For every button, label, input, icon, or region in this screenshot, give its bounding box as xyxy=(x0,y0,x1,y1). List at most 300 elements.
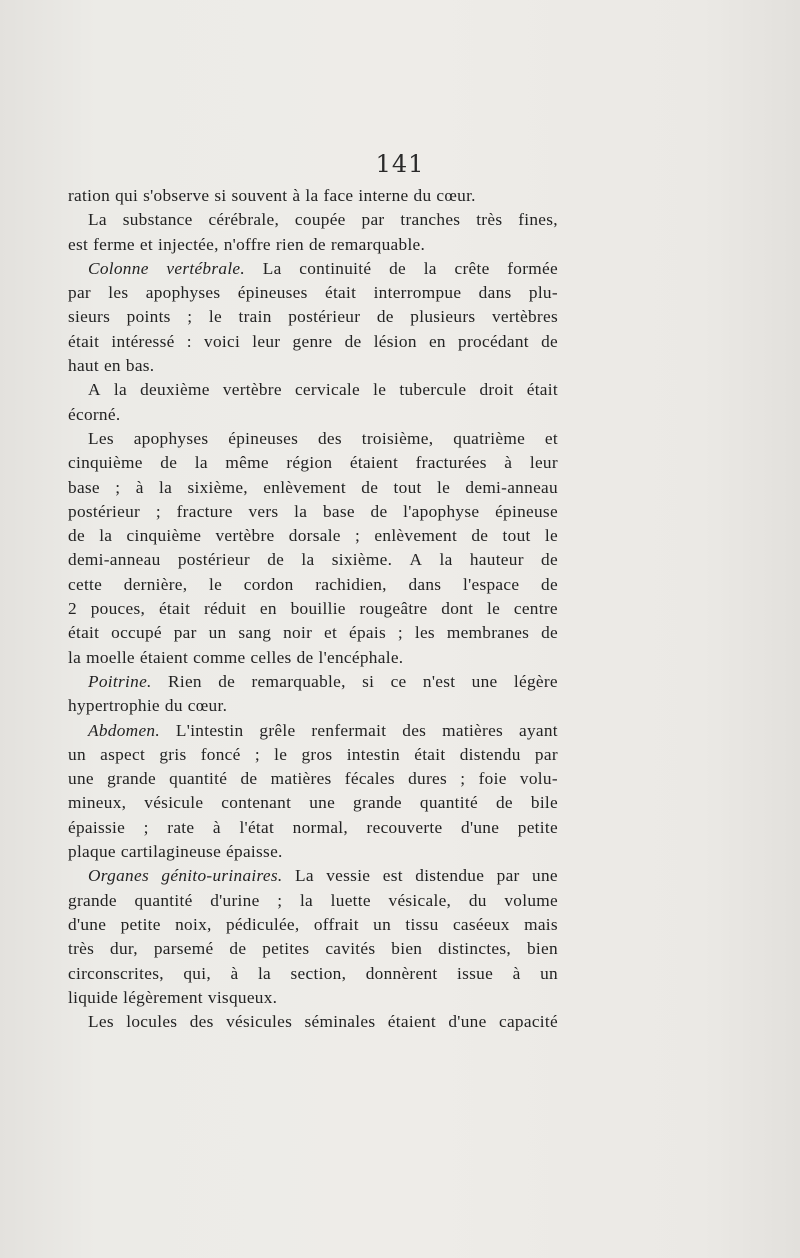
word: dernière, xyxy=(123,574,188,594)
word: de xyxy=(229,939,247,959)
word: deuxième xyxy=(140,380,210,400)
word: des xyxy=(189,1012,214,1032)
word: de xyxy=(541,623,558,643)
word: bouillie xyxy=(290,599,346,619)
word: une xyxy=(68,769,94,789)
word: légère xyxy=(513,671,558,691)
text-line xyxy=(68,816,558,840)
word: noix, xyxy=(175,914,212,934)
text-line xyxy=(68,354,558,378)
word: quatrième xyxy=(453,428,526,448)
text-line xyxy=(68,913,558,937)
word: ce xyxy=(390,671,407,691)
text-line xyxy=(68,840,558,864)
word: était xyxy=(68,623,100,643)
text-line xyxy=(68,257,558,281)
word: apophyses xyxy=(133,428,209,448)
word: étaient xyxy=(349,453,399,473)
word: rate xyxy=(167,817,195,837)
word: une xyxy=(471,671,498,691)
word: intestin xyxy=(346,744,400,764)
word: enlèvement xyxy=(374,526,458,546)
word: la xyxy=(257,963,272,983)
text-line xyxy=(68,646,558,670)
word: sieurs xyxy=(68,307,111,327)
word: du xyxy=(468,890,487,910)
word: en xyxy=(428,331,446,351)
word: postérieur xyxy=(177,550,250,570)
word: vésicules xyxy=(226,1012,293,1032)
text-line xyxy=(68,476,558,500)
word: occupé xyxy=(111,623,162,643)
word: à xyxy=(212,817,221,837)
word: le xyxy=(208,307,222,327)
word: points xyxy=(126,307,171,327)
word: cœur. xyxy=(436,186,476,205)
text-line xyxy=(68,233,558,257)
word: ; xyxy=(115,477,121,497)
text-line xyxy=(68,208,558,232)
word: région xyxy=(286,453,333,473)
text-line xyxy=(68,986,558,1010)
word: ; xyxy=(187,307,193,327)
word: ; xyxy=(397,623,403,643)
word: bien xyxy=(526,939,558,959)
word: liquide xyxy=(68,987,119,1007)
word: à xyxy=(504,453,513,473)
text-line xyxy=(68,962,558,986)
word: interne xyxy=(358,186,409,205)
word: réduit xyxy=(203,599,247,619)
word: interrompue xyxy=(373,283,462,303)
word: était xyxy=(68,331,100,351)
text-line xyxy=(68,330,558,354)
italic-word: Organes xyxy=(88,866,149,886)
word: un xyxy=(540,963,558,983)
word: leur xyxy=(252,331,281,351)
word: du xyxy=(164,696,183,716)
word: luette xyxy=(330,890,371,910)
word: une xyxy=(532,866,558,886)
word: vertèbre xyxy=(215,526,275,546)
word: la xyxy=(305,186,319,205)
word: tissu xyxy=(405,914,439,934)
word: issue xyxy=(457,963,494,983)
word: base xyxy=(322,501,355,521)
word: substance xyxy=(122,210,193,230)
text-line xyxy=(68,937,558,961)
word: cartilagineuse xyxy=(120,842,222,862)
text-line xyxy=(68,378,558,402)
word: des xyxy=(402,720,427,740)
word: à xyxy=(135,477,144,497)
word: rien xyxy=(275,234,304,254)
word: La xyxy=(88,210,107,230)
word: genre xyxy=(292,331,333,351)
word: postérieur xyxy=(68,501,141,521)
word: l'état xyxy=(239,817,275,837)
word: rougeâtre xyxy=(359,599,428,619)
word: dans xyxy=(408,574,442,594)
word: de xyxy=(495,793,513,813)
word: le xyxy=(209,574,223,594)
text-line xyxy=(68,767,558,791)
word: fines, xyxy=(518,210,558,230)
word: si xyxy=(214,186,227,205)
text-line xyxy=(68,791,558,815)
word: dures xyxy=(408,769,448,789)
word: volu- xyxy=(519,769,558,789)
text-line xyxy=(68,719,558,743)
word: vers xyxy=(248,501,279,521)
text-line xyxy=(68,403,558,427)
word: dorsale xyxy=(288,526,341,546)
word: sang xyxy=(238,623,272,643)
word: très xyxy=(476,210,503,230)
word: en xyxy=(103,356,121,376)
word: à xyxy=(292,186,301,205)
word: postérieur xyxy=(288,307,361,327)
italic-word: vertébrale. xyxy=(166,258,246,278)
word: le xyxy=(487,599,501,619)
word: centre xyxy=(513,599,558,619)
word: la xyxy=(301,550,315,570)
word: ; xyxy=(143,817,149,837)
word: étaient xyxy=(139,647,189,667)
word: foie xyxy=(478,769,507,789)
text-line xyxy=(68,500,558,524)
word: épineuse xyxy=(495,501,558,521)
word: de xyxy=(218,671,236,691)
word: une xyxy=(309,793,336,813)
word: sixième. xyxy=(331,550,393,570)
text-line xyxy=(68,548,558,572)
word: intéressé xyxy=(111,331,175,351)
word: L'intestin xyxy=(175,720,244,740)
word: A xyxy=(88,380,101,400)
word: 2 xyxy=(68,599,77,619)
word: fracturées xyxy=(415,453,487,473)
word: légèrement xyxy=(123,987,203,1007)
word: de xyxy=(240,769,258,789)
word: locules xyxy=(126,1012,178,1032)
word: Rien xyxy=(168,671,202,691)
word: si xyxy=(362,671,375,691)
word: le xyxy=(436,477,451,497)
word: distendu xyxy=(459,744,521,764)
word: très xyxy=(68,939,95,959)
word: procédant xyxy=(458,331,529,351)
word: crête xyxy=(454,258,490,278)
word: la xyxy=(423,258,437,278)
word: celles xyxy=(250,647,292,667)
word: grêle xyxy=(259,720,296,740)
word: distinctes, xyxy=(438,939,512,959)
word: leur xyxy=(529,453,558,473)
word: d'urine xyxy=(210,890,260,910)
word: cœur. xyxy=(187,696,228,716)
word: l'espace xyxy=(462,574,520,594)
word: hypertrophie xyxy=(68,696,160,716)
word: vertèbre xyxy=(222,380,282,400)
word: par xyxy=(496,866,520,886)
word: quantité xyxy=(419,793,478,813)
word: l'encéphale. xyxy=(318,647,404,667)
word: foncé xyxy=(200,744,241,764)
word: dans xyxy=(478,283,512,303)
word: d'une xyxy=(68,914,107,934)
word: étaient xyxy=(387,1012,436,1032)
word: dur, xyxy=(110,939,138,959)
word: la xyxy=(294,501,308,521)
word: plu- xyxy=(528,283,558,303)
word: gros xyxy=(301,744,333,764)
word: rachidien, xyxy=(315,574,387,594)
word: était xyxy=(414,744,446,764)
word: dont xyxy=(441,599,474,619)
word: de xyxy=(541,331,558,351)
word: quantité xyxy=(169,769,228,789)
word: un xyxy=(68,744,86,764)
word: plaque xyxy=(68,842,116,862)
word: de xyxy=(344,331,362,351)
word: n'est xyxy=(422,671,456,691)
word: un xyxy=(373,914,392,934)
word: vessie xyxy=(326,866,371,886)
word: tranches xyxy=(400,210,461,230)
word: : xyxy=(186,331,192,351)
word: Les xyxy=(88,428,114,448)
word: grande xyxy=(353,793,402,813)
word: contenant xyxy=(221,793,292,813)
word: visqueux. xyxy=(207,987,278,1007)
text-line xyxy=(68,597,558,621)
word: mineux, xyxy=(68,793,127,813)
word: la xyxy=(194,453,208,473)
word: de xyxy=(68,526,85,546)
word: A xyxy=(409,550,423,570)
word: le xyxy=(544,526,558,546)
word: ration xyxy=(68,186,111,205)
page-number: 141 xyxy=(375,150,425,178)
word: de xyxy=(471,526,489,546)
word: sixième, xyxy=(187,477,248,497)
text-line xyxy=(68,451,558,475)
word: était xyxy=(526,380,558,400)
word: l'apophyse xyxy=(403,501,480,521)
word: vésicale, xyxy=(388,890,452,910)
word: bien xyxy=(391,939,423,959)
word: épineuses xyxy=(228,428,299,448)
word: petites xyxy=(262,939,310,959)
word: vésicule xyxy=(144,793,204,813)
word: continuité xyxy=(299,258,372,278)
word: par xyxy=(68,283,91,303)
word: de xyxy=(308,234,326,254)
word: s'observe xyxy=(143,186,210,205)
italic-word: génito-urinaires. xyxy=(161,866,283,886)
word: cinquième xyxy=(126,526,202,546)
word: de xyxy=(267,550,285,570)
word: lésion xyxy=(373,331,417,351)
word: voici xyxy=(204,331,241,351)
word: face xyxy=(323,186,354,205)
word: haut xyxy=(68,356,99,376)
word: cette xyxy=(68,574,103,594)
text-line xyxy=(68,621,558,645)
word: ; xyxy=(254,744,260,764)
word: les xyxy=(414,623,435,643)
word: pédiculée, xyxy=(225,914,300,934)
word: épineuses xyxy=(237,283,308,303)
word: même xyxy=(225,453,269,473)
word: matières xyxy=(442,720,504,740)
text-line xyxy=(68,184,558,208)
word: fracture xyxy=(176,501,233,521)
word: Les xyxy=(88,1012,114,1032)
word: ferme xyxy=(93,234,135,254)
word: remarquable. xyxy=(330,234,426,254)
italic-word: Abdomen. xyxy=(88,720,160,740)
word: recouverte xyxy=(366,817,443,837)
word: tout xyxy=(502,526,531,546)
word: épaisse. xyxy=(226,842,283,862)
word: remarquable, xyxy=(251,671,346,691)
word: la xyxy=(299,890,314,910)
word: plusieurs xyxy=(410,307,476,327)
word: hauteur xyxy=(469,550,524,570)
word: séminales xyxy=(304,1012,376,1032)
word: souvent xyxy=(231,186,288,205)
word: épais xyxy=(348,623,386,643)
text-line xyxy=(68,427,558,451)
word: enlèvement xyxy=(263,477,346,497)
word: tout xyxy=(393,477,422,497)
word: qui xyxy=(115,186,139,205)
word: droit xyxy=(479,380,514,400)
word: donnèrent xyxy=(365,963,438,983)
word: pouces, xyxy=(90,599,146,619)
word: est xyxy=(382,866,403,886)
word: apophyses xyxy=(145,283,221,303)
word: cordon xyxy=(243,574,294,594)
word: d'une xyxy=(448,1012,487,1032)
text-line xyxy=(68,743,558,767)
word: coupée xyxy=(294,210,346,230)
word: à xyxy=(230,963,239,983)
word: à xyxy=(512,963,521,983)
word: aspect xyxy=(100,744,146,764)
word: section, xyxy=(290,963,347,983)
text-line xyxy=(68,670,558,694)
word: la xyxy=(439,550,453,570)
word: qui, xyxy=(183,963,211,983)
word: quantité xyxy=(134,890,193,910)
text-line xyxy=(68,281,558,305)
word: en xyxy=(259,599,277,619)
word: le xyxy=(373,380,387,400)
word: un xyxy=(208,623,227,643)
word: moelle xyxy=(86,647,135,667)
word: de xyxy=(361,477,379,497)
word: tubercule xyxy=(399,380,467,400)
word: écorné. xyxy=(68,404,121,424)
word: était xyxy=(158,599,191,619)
word: n'offre xyxy=(223,234,271,254)
word: comme xyxy=(193,647,246,667)
word: train xyxy=(238,307,272,327)
text-line xyxy=(68,1010,558,1034)
word: noir xyxy=(283,623,313,643)
word: est xyxy=(68,234,89,254)
word: caséeux xyxy=(452,914,510,934)
word: renfermait xyxy=(311,720,387,740)
word: par xyxy=(361,210,385,230)
word: ; xyxy=(277,890,283,910)
word: normal, xyxy=(292,817,349,837)
word: ; xyxy=(460,769,466,789)
word: vertèbres xyxy=(491,307,558,327)
word: le xyxy=(274,744,288,764)
text-line xyxy=(68,864,558,888)
text-line xyxy=(68,524,558,548)
word: épaissie xyxy=(68,817,126,837)
body-text xyxy=(68,184,558,1034)
word: membranes xyxy=(446,623,530,643)
word: de xyxy=(296,647,314,667)
word: troisième, xyxy=(361,428,434,448)
word: grande xyxy=(68,890,117,910)
word: la xyxy=(68,647,82,667)
word: cérébrale, xyxy=(208,210,280,230)
word: les xyxy=(108,283,129,303)
word: parsemé xyxy=(153,939,214,959)
text-line xyxy=(68,305,558,329)
word: grande xyxy=(107,769,156,789)
word: capacité xyxy=(498,1012,558,1032)
word: ; xyxy=(155,501,161,521)
word: distendue xyxy=(415,866,485,886)
word: gris xyxy=(159,744,187,764)
word: mais xyxy=(524,914,558,934)
word: fécales xyxy=(344,769,395,789)
word: de xyxy=(389,258,406,278)
text-line xyxy=(68,694,558,718)
word: cavités xyxy=(325,939,376,959)
text-line xyxy=(68,889,558,913)
word: petite xyxy=(120,914,161,934)
word: de xyxy=(370,501,388,521)
word: bas. xyxy=(125,356,155,376)
word: de xyxy=(376,307,394,327)
word: de xyxy=(160,453,178,473)
word: était xyxy=(324,283,357,303)
word: et xyxy=(139,234,153,254)
word: cervicale xyxy=(294,380,361,400)
word: volume xyxy=(504,890,558,910)
italic-word: Colonne xyxy=(88,258,149,278)
word: de xyxy=(541,550,558,570)
word: demi-anneau xyxy=(465,477,558,497)
word: la xyxy=(113,380,127,400)
word: la xyxy=(99,526,113,546)
word: demi-anneau xyxy=(68,550,161,570)
word: offrait xyxy=(313,914,359,934)
italic-word: Poitrine. xyxy=(88,671,152,691)
word: et xyxy=(544,428,558,448)
word: la xyxy=(159,477,173,497)
word: d'une xyxy=(461,817,500,837)
